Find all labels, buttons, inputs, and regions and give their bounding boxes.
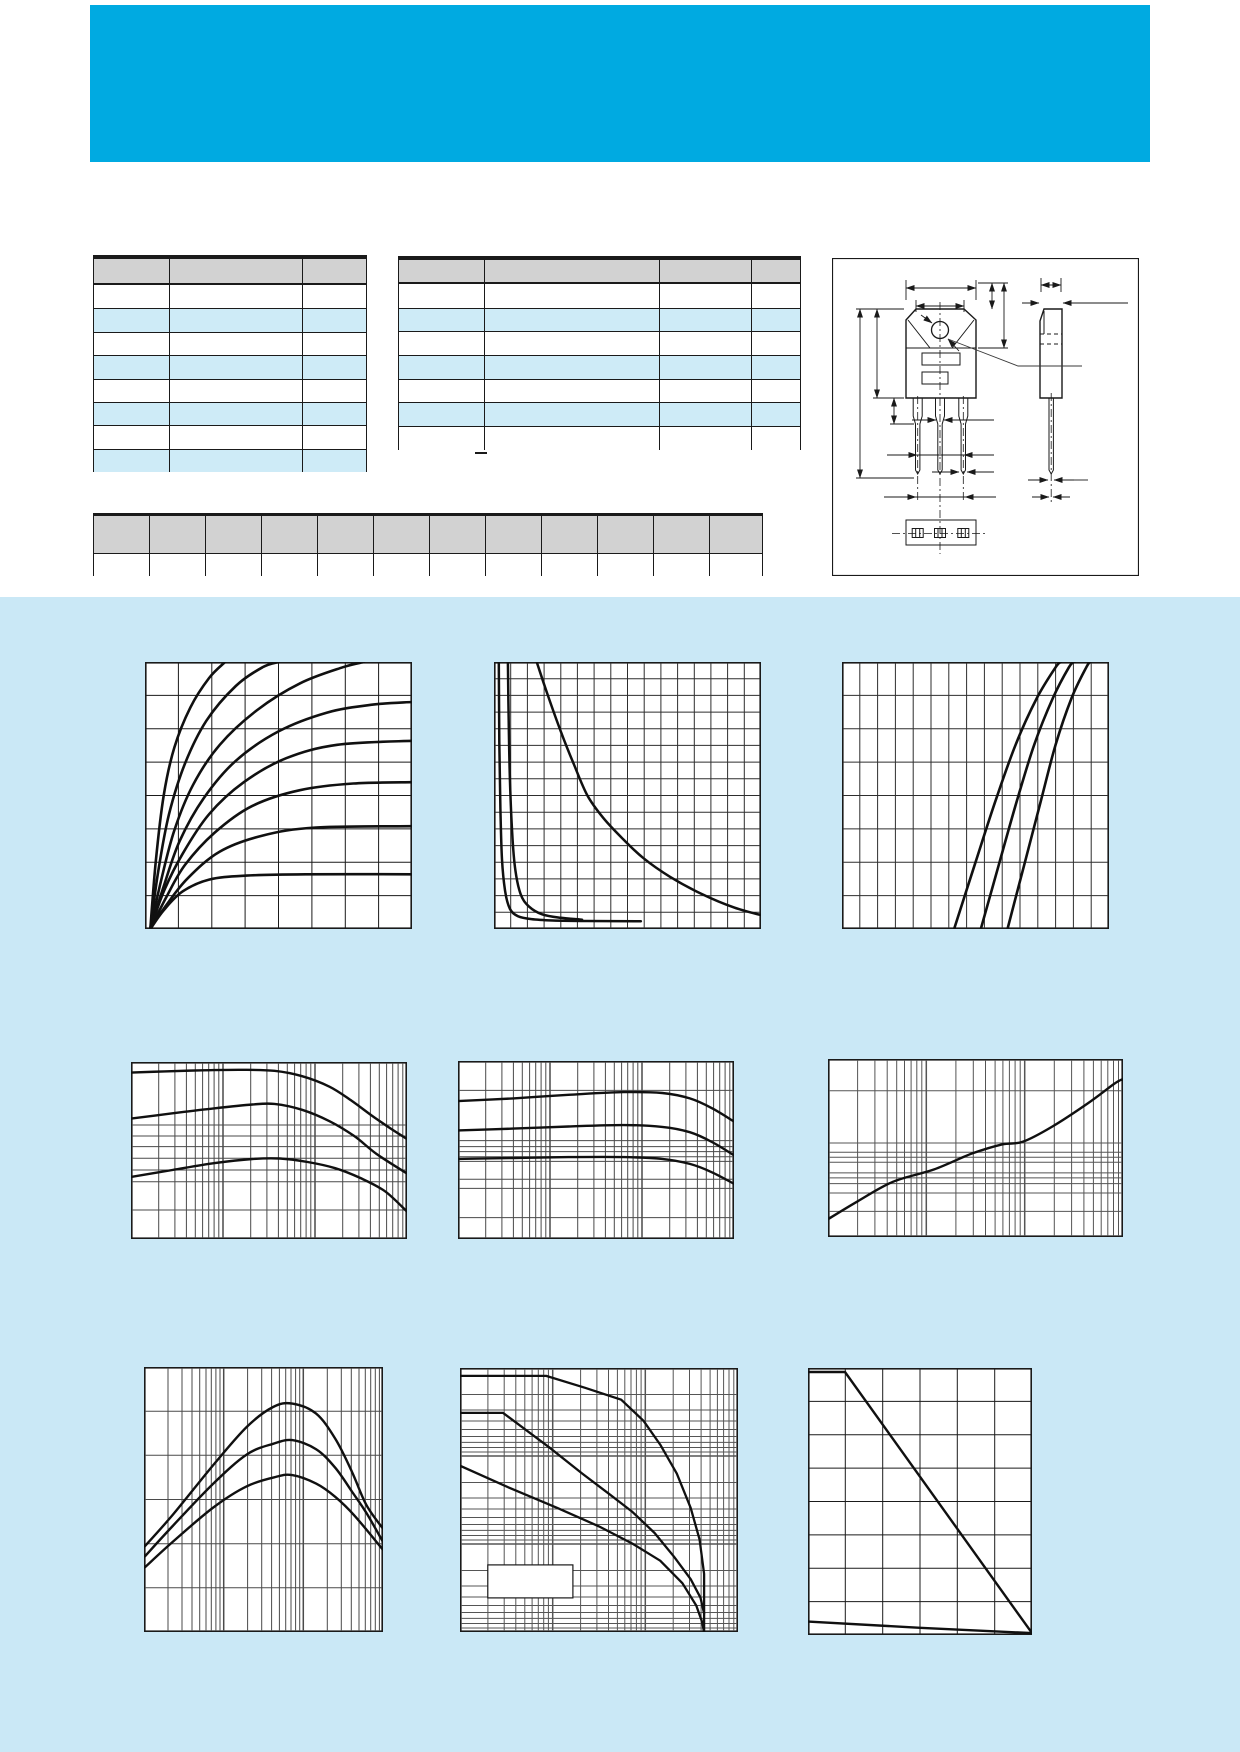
- table-row: [93, 554, 763, 576]
- column-divider: [751, 260, 752, 450]
- table-row: [398, 379, 801, 403]
- table-header-row: [398, 260, 801, 284]
- table-header-row: [93, 259, 367, 285]
- graph-ft-humps: [144, 1367, 383, 1632]
- package-outline-drawing: [832, 258, 1139, 576]
- graph-rising-diagonal-svg: [828, 1059, 1123, 1237]
- column-divider: [261, 516, 262, 576]
- column-divider: [205, 516, 206, 576]
- graph-derating-svg: [808, 1368, 1032, 1635]
- graph-ft-humps-svg: [144, 1367, 383, 1632]
- table-row: [93, 308, 367, 331]
- table-row: [93, 285, 367, 308]
- graph-rising-diagonal: [828, 1059, 1123, 1237]
- plot-border: [132, 1063, 406, 1238]
- table-row: [398, 426, 801, 450]
- column-divider: [800, 260, 801, 450]
- title-header-band: [90, 5, 1150, 162]
- column-divider: [366, 259, 367, 472]
- column-divider: [93, 516, 94, 576]
- graph-exponential-rise-svg: [842, 662, 1109, 929]
- column-divider: [302, 259, 303, 472]
- spec-table-left: [93, 255, 367, 468]
- column-divider: [398, 260, 399, 450]
- plot-border: [459, 1062, 733, 1238]
- graph-derating: [808, 1368, 1032, 1635]
- column-divider: [149, 516, 150, 576]
- column-divider: [597, 516, 598, 576]
- column-divider: [373, 516, 374, 576]
- column-divider: [429, 516, 430, 576]
- table-row: [398, 284, 801, 308]
- column-divider: [317, 516, 318, 576]
- table-row: [398, 308, 801, 332]
- plot-border: [829, 1060, 1122, 1236]
- column-divider: [485, 516, 486, 576]
- spec-table-right: [398, 256, 801, 446]
- table-row: [93, 332, 367, 355]
- spec-table-wide: [93, 513, 763, 573]
- graph-gain-vs-current-1: [131, 1062, 407, 1239]
- package-outline-svg: [832, 258, 1139, 576]
- graph-gain-vs-current-2-svg: [458, 1061, 734, 1239]
- graph-output-characteristics: [145, 662, 412, 929]
- column-divider: [762, 516, 763, 576]
- graph-output-characteristics-svg: [145, 662, 412, 929]
- graph-exponential-rise: [842, 662, 1109, 929]
- table-row: [398, 355, 801, 379]
- graph-hyperbola-curves: [494, 662, 761, 929]
- table-header-row: [93, 516, 763, 554]
- graph-safe-operating-area: [460, 1368, 738, 1632]
- footnote-dash: [475, 452, 487, 454]
- graph-gain-vs-current-2: [458, 1061, 734, 1239]
- table-row: [93, 355, 367, 378]
- column-divider: [541, 516, 542, 576]
- graph-hyperbola-curves-svg: [494, 662, 761, 929]
- table-row: [93, 449, 367, 472]
- table-row: [398, 402, 801, 426]
- legend-box: [488, 1565, 573, 1598]
- column-divider: [484, 260, 485, 450]
- column-divider: [709, 516, 710, 576]
- table-row: [93, 402, 367, 425]
- column-divider: [659, 260, 660, 450]
- drawing-frame: [833, 259, 1139, 576]
- column-divider: [169, 259, 170, 472]
- column-divider: [653, 516, 654, 576]
- column-divider: [93, 259, 94, 472]
- graph-gain-vs-current-1-svg: [131, 1062, 407, 1239]
- table-row: [93, 379, 367, 402]
- table-row: [398, 331, 801, 355]
- table-row: [93, 425, 367, 448]
- graph-safe-operating-area-svg: [460, 1368, 738, 1632]
